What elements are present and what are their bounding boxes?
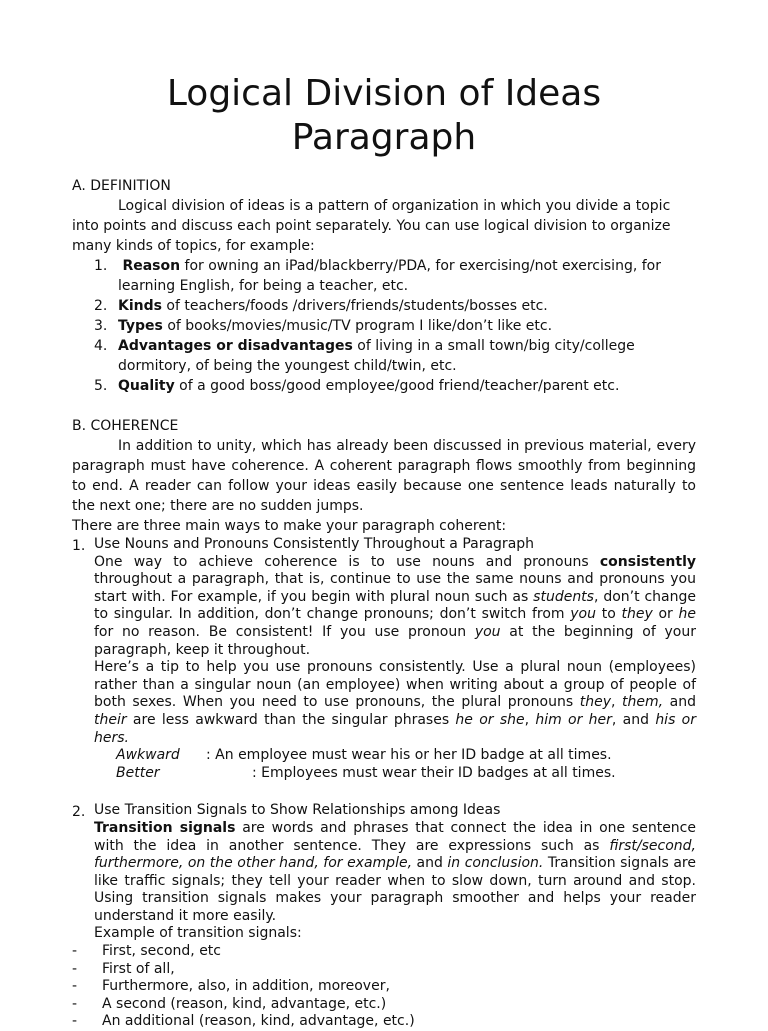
list-number: 5. <box>94 378 108 394</box>
list-item-text: First, second, etc <box>102 943 221 960</box>
section-b-heading: B. COHERENCE <box>72 418 179 434</box>
awkward-example <box>94 747 696 765</box>
text-run: , <box>524 711 536 728</box>
list-item <box>72 336 696 376</box>
text-run-italic: you <box>570 606 596 623</box>
list-item <box>72 296 696 316</box>
dash-bullet: - <box>72 978 78 995</box>
list-item-text: Furthermore, also, in addition, moreover, <box>102 978 390 995</box>
list-item <box>72 978 696 996</box>
text-run-bold: Transition signals <box>94 819 236 836</box>
point-2-paragraph-1 <box>94 820 696 926</box>
transition-examples-label: Example of transition signals: <box>94 925 302 942</box>
better-example <box>94 765 696 783</box>
text-run-italic: he or she <box>455 711 525 728</box>
point-1-paragraph-1 <box>94 554 696 660</box>
text-run: are words and phrases that connect the idea in one sentence with the idea in another sentence. They are expressions such as <box>94 819 696 854</box>
point-1-paragraph-2 <box>94 659 696 747</box>
title-line-2: Paragraph <box>291 117 477 158</box>
text-run-italic: students <box>533 588 594 605</box>
text-run-italic: they <box>621 606 653 623</box>
text-run-italic: them, <box>622 694 664 711</box>
list-item-term: Reason <box>122 258 181 274</box>
list-item <box>72 256 696 296</box>
text-run: , and <box>611 711 656 728</box>
list-number: 3. <box>94 318 108 334</box>
section-a-intro: Logical division of ideas is a pattern of organization in which you divide a topic into points and discuss each point separately. You can use logical division to organize many kinds of topics, for example: <box>72 198 671 254</box>
list-item-text: A second (reason, kind, advantage, etc.) <box>102 995 387 1012</box>
list-number: 2. <box>94 298 108 314</box>
point-1-heading: Use Nouns and Pronouns Consistently Throughout a Paragraph <box>94 536 535 552</box>
text-run: are less awkward than the singular phrases <box>126 711 456 728</box>
list-number: 4. <box>94 338 108 354</box>
list-item <box>72 316 696 336</box>
example-label: Awkward <box>116 747 180 764</box>
document-page <box>72 0 696 1031</box>
list-item-text: of living in a small town/big city/college dormitory, of being the youngest child/twin, etc. <box>118 338 635 374</box>
section-a-heading: A. DEFINITION <box>72 178 171 194</box>
dash-bullet: - <box>72 995 78 1012</box>
text-run: , don’t change to singular. In addition, don’t change pronouns; don’t switch from <box>94 588 696 623</box>
list-item-term: Advantages or disadvantages <box>118 338 353 354</box>
list-item-text: An additional (reason, kind, advantage, etc.) <box>102 1013 415 1030</box>
list-item-term: Types <box>118 318 163 334</box>
section-b-intro: In addition to unity, which has already been discussed in previous material, every paragraph must have coherence. A coherent paragraph flows smoothly from beginning to end. A reader can follow your ideas easily because one sentence leads naturally to the next one; there are no sudden jumps. <box>72 438 696 514</box>
point-number: 1. <box>72 538 86 554</box>
text-run: , <box>610 694 623 711</box>
text-run: One way to achieve coherence is to use nouns and pronouns <box>94 553 600 570</box>
list-item-text: of teachers/foods /drivers/friends/students/bosses etc. <box>161 298 548 314</box>
text-run-italic: he <box>678 606 696 623</box>
text-run-italic: their <box>94 711 127 728</box>
point-1 <box>72 536 696 782</box>
list-item <box>72 996 696 1014</box>
list-item-term: Quality <box>118 378 175 394</box>
text-run-italic: you <box>474 623 501 640</box>
text-run: for no reason. Be consistent! If you use pronoun <box>94 623 475 640</box>
list-item-text: of a good boss/good employee/good friend/teacher/parent etc. <box>174 378 620 394</box>
document-title <box>72 72 696 160</box>
text-run: at the beginning of your paragraph, keep it throughout. <box>94 623 696 658</box>
point-number: 2. <box>72 804 86 821</box>
list-item <box>72 943 696 961</box>
definition-list <box>72 256 696 396</box>
title-line-1: Logical Division of Ideas <box>166 73 602 114</box>
list-item-text: for owning an iPad/blackberry/PDA, for exercising/not exercising, for learning English, for being a teacher, etc. <box>118 258 661 294</box>
example-text: : An employee must wear his or her ID badge at all times. <box>206 747 612 764</box>
text-run-italic: they <box>579 694 611 711</box>
dash-bullet: - <box>72 1013 78 1030</box>
list-item-text: of books/movies/music/TV program I like/don’t like etc. <box>162 318 553 334</box>
text-run: or <box>652 606 679 623</box>
text-run-italic: first/second, furthermore, on the other hand, for example, <box>94 837 696 872</box>
dash-bullet: - <box>72 943 78 960</box>
text-run-italic: him or her <box>535 711 612 728</box>
text-run: and <box>663 694 696 711</box>
text-run-italic: in conclusion. <box>447 855 544 872</box>
list-item <box>72 376 696 396</box>
list-item <box>72 1013 696 1031</box>
text-run: to <box>596 606 622 623</box>
list-item-text: First of all, <box>102 960 175 977</box>
list-item <box>72 961 696 979</box>
point-2 <box>72 802 696 943</box>
transition-examples-list <box>72 943 696 1031</box>
list-number: 1. <box>94 258 108 274</box>
list-item-term: Kinds <box>118 298 162 314</box>
text-run-italic: his or hers. <box>94 711 696 746</box>
point-2-heading: Use Transition Signals to Show Relationships among Ideas <box>94 802 501 819</box>
text-run: and <box>412 855 448 872</box>
text-run: throughout a paragraph, that is, continue to use the same nouns and pronouns you start with. For example, if you begin with plural noun such as <box>94 571 696 605</box>
example-text: : Employees must wear their ID badges at all times. <box>252 764 616 781</box>
dash-bullet: - <box>72 960 78 977</box>
text-run: Here’s a tip to help you use pronouns consistently. Use a plural noun (employees) rather than a singular noun (an employee) when writing about a group of people of both sexes. When you need to use pronouns, the plural pronouns <box>94 659 696 711</box>
section-b-ways: There are three main ways to make your paragraph coherent: <box>72 518 507 534</box>
example-label: Better <box>116 764 160 781</box>
text-run-bold: consistently <box>599 553 696 570</box>
text-run: Transition signals are like traffic signals; they tell your reader when to slow down, turn around and stop. Using transition signals makes your paragraph smoother and helps your reader understand it more easily. <box>94 855 696 924</box>
